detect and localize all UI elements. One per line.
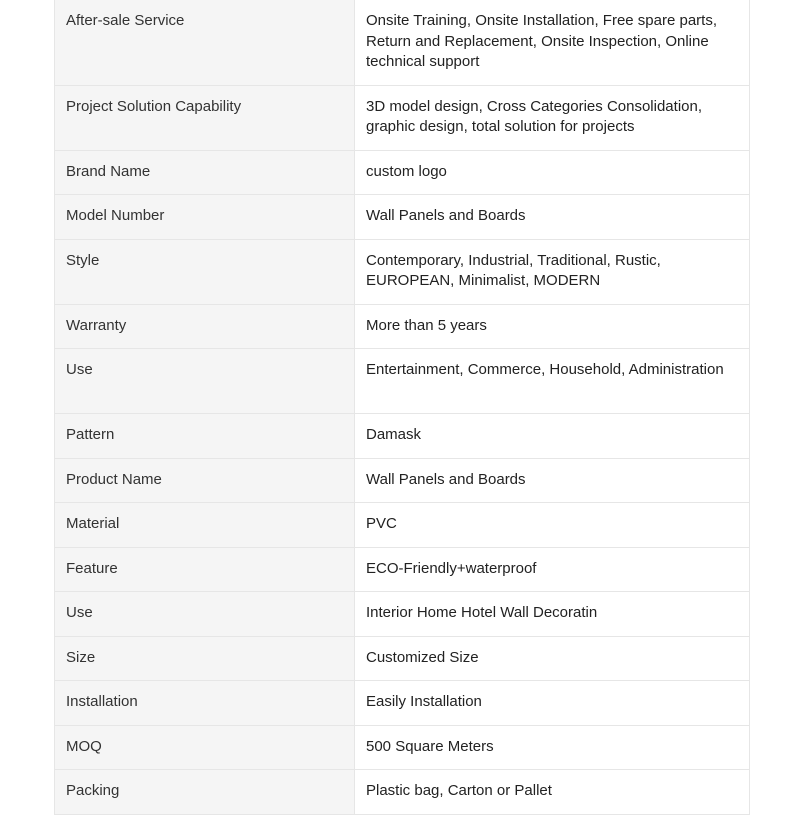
spec-label: Warranty — [55, 304, 355, 349]
spec-row — [55, 592, 750, 637]
spec-row — [55, 304, 750, 349]
spec-label: Material — [55, 503, 355, 548]
spec-label: Brand Name — [55, 150, 355, 195]
spec-value: Damask — [355, 414, 750, 459]
spec-label: Feature — [55, 547, 355, 592]
spec-table-body — [55, 0, 750, 814]
spec-label: Model Number — [55, 195, 355, 240]
spec-value: Interior Home Hotel Wall Decoratin — [355, 592, 750, 637]
spec-row — [55, 725, 750, 770]
spec-label: Packing — [55, 770, 355, 815]
spec-row — [55, 195, 750, 240]
spec-value: custom logo — [355, 150, 750, 195]
spec-label: MOQ — [55, 725, 355, 770]
spec-label: After-sale Service — [55, 0, 355, 85]
spec-label: Use — [55, 592, 355, 637]
spec-row — [55, 503, 750, 548]
spec-value: 500 Square Meters — [355, 725, 750, 770]
spec-row — [55, 458, 750, 503]
product-spec-table — [54, 0, 750, 815]
spec-value: Wall Panels and Boards — [355, 195, 750, 240]
spec-label: Size — [55, 636, 355, 681]
spec-row — [55, 681, 750, 726]
spec-value: Wall Panels and Boards — [355, 458, 750, 503]
spec-value: More than 5 years — [355, 304, 750, 349]
spec-row — [55, 547, 750, 592]
spec-value: ECO-Friendly+waterproof — [355, 547, 750, 592]
spec-value: Customized Size — [355, 636, 750, 681]
spec-value: 3D model design, Cross Categories Consolidation, graphic design, total solution for projects — [355, 85, 750, 150]
spec-value: Easily Installation — [355, 681, 750, 726]
spec-value: PVC — [355, 503, 750, 548]
spec-label: Project Solution Capability — [55, 85, 355, 150]
spec-value: Onsite Training, Onsite Installation, Free spare parts, Return and Replacement, Onsite Inspection, Online technical support — [355, 0, 750, 85]
spec-label: Use — [55, 349, 355, 414]
spec-row — [55, 85, 750, 150]
spec-row — [55, 239, 750, 304]
spec-label: Style — [55, 239, 355, 304]
spec-label: Pattern — [55, 414, 355, 459]
spec-value: Entertainment, Commerce, Household, Administration — [355, 349, 750, 414]
spec-value: Plastic bag, Carton or Pallet — [355, 770, 750, 815]
spec-row — [55, 349, 750, 414]
spec-row — [55, 150, 750, 195]
spec-label: Product Name — [55, 458, 355, 503]
spec-row — [55, 770, 750, 815]
spec-value: Contemporary, Industrial, Traditional, Rustic, EUROPEAN, Minimalist, MODERN — [355, 239, 750, 304]
spec-label: Installation — [55, 681, 355, 726]
spec-row — [55, 414, 750, 459]
spec-row — [55, 636, 750, 681]
spec-row — [55, 0, 750, 85]
